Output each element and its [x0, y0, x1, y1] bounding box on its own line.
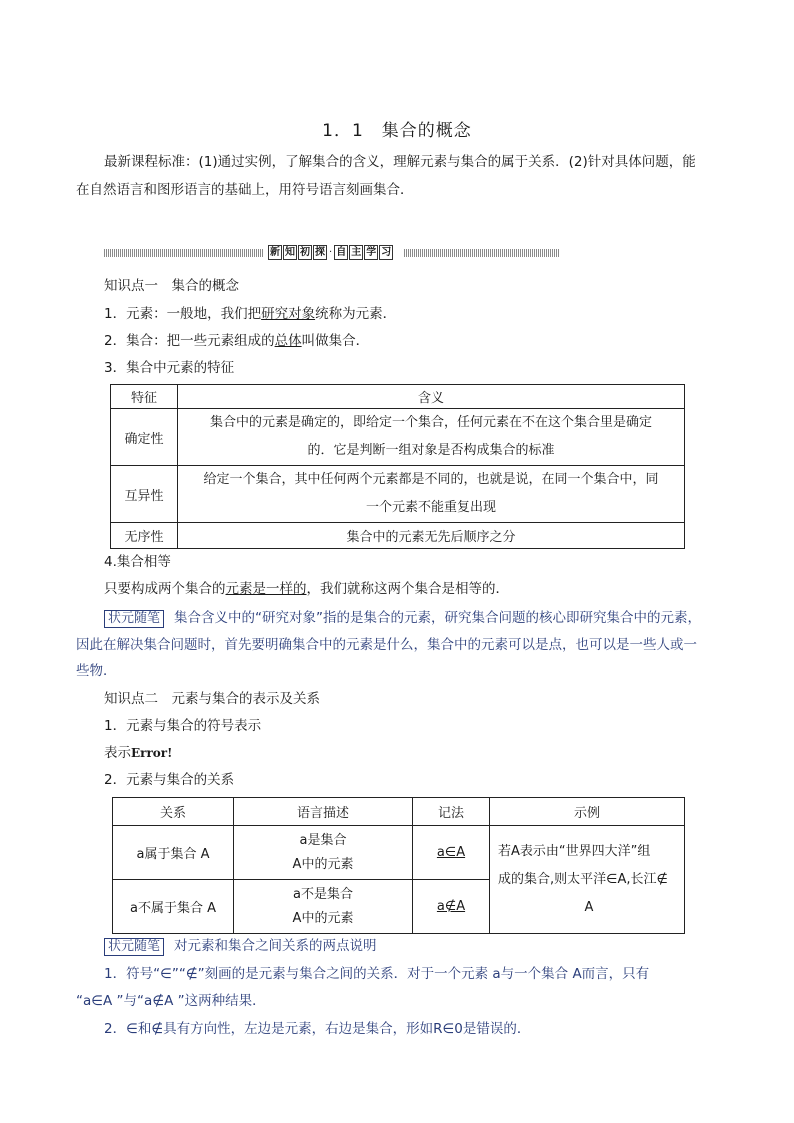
- table-row: [113, 826, 685, 880]
- table-header: 关系: [113, 798, 234, 826]
- table-row: [111, 523, 685, 549]
- relation-symbol: a∉A: [436, 899, 466, 914]
- feature-desc: 集合中的元素是确定的，即给定一个集合，任何元素在不在这个集合里是确定: [209, 415, 652, 430]
- table-header: 特征: [111, 385, 178, 409]
- feature-table: [110, 384, 685, 549]
- k2-item1: 1．元素与集合的符号表示: [104, 718, 262, 734]
- note-tag: 状元随笔: [104, 938, 164, 956]
- relation-desc: A中的元素: [292, 856, 354, 872]
- banner-char: 自: [336, 246, 347, 258]
- k1-item4: 4.集合相等: [104, 554, 171, 570]
- k2-item2: 2．元素与集合的关系: [104, 772, 235, 788]
- standard-line-1: 最新课程标准：(1)通过实例，了解集合的含义，理解元素与集合的属于关系．(2)针对具体问题，能: [104, 154, 696, 170]
- k2-note-1-line-1: 1．符号“∈”“∉”刻画的是元素与集合之间的关系．对于一个元素 a与一个集合 A而言，只有: [104, 966, 650, 982]
- k2-note-heading: 状元随笔 对元素和集合之间关系的两点说明: [104, 932, 377, 960]
- banner-char: 新: [270, 246, 280, 258]
- feature-name: 互异性: [111, 466, 178, 523]
- feature-name: 无序性: [111, 523, 178, 549]
- table-header: 记法: [413, 798, 490, 826]
- k2-note-1-line-2: “a∈A ”与“a∉A ”这两种结果．: [76, 993, 266, 1009]
- banner-hatch-left: [104, 249, 264, 257]
- page-title: 1．1 集合的概念: [322, 121, 472, 141]
- relation-desc: a不是集合: [293, 886, 353, 902]
- banner-label: [268, 244, 393, 260]
- k1-item1: 1．元素：一般地，我们把研究对象统称为元素．: [104, 306, 397, 322]
- k2-note-2: 2．∈和∉具有方向性，左边是元素，右边是集合，形如R∈0是错误的．: [104, 1021, 531, 1037]
- k1-item3: 3．集合中元素的特征: [104, 360, 235, 376]
- example-text: 成的集合,则太平洋∈A,长江∉: [498, 871, 668, 887]
- k1-note-line-2: 因此在解决集合问题时，首先要明确集合中的元素是什么，集合中的元素可以是点，也可以是一些人或一: [76, 637, 697, 653]
- banner-char: 知: [285, 246, 295, 258]
- table-header: 示例: [490, 798, 685, 826]
- k1-item4-text: 只要构成两个集合的元素是一样的，我们就称这两个集合是相等的．: [104, 581, 509, 597]
- k1-item2: 2．集合：把一些元素组成的总体叫做集合．: [104, 333, 370, 349]
- feature-desc: 一个元素不能重复出现: [365, 500, 496, 515]
- banner-char: 习: [381, 246, 392, 258]
- k2-repr: 表示Error!: [104, 745, 173, 761]
- relation-name: a不属于集合 A: [113, 880, 234, 934]
- k2-heading: 知识点二 元素与集合的表示及关系: [104, 691, 320, 707]
- k1-note-line-3: 些物．: [76, 663, 117, 679]
- banner-char: 探: [315, 246, 325, 258]
- feature-desc: 集合中的元素无先后顺序之分: [178, 523, 685, 549]
- note-tag: 状元随笔: [104, 610, 164, 628]
- standard-line-2: 在自然语言和图形语言的基础上，用符号语言刻画集合．: [76, 182, 414, 198]
- banner-char: 学: [366, 246, 377, 258]
- table-row: [111, 466, 685, 523]
- banner-dot: ·: [329, 246, 333, 258]
- banner-char: 主: [351, 246, 362, 258]
- feature-desc: 给定一个集合，其中任何两个元素都是不同的，也就是说，在同一个集合中，同: [203, 472, 659, 487]
- relation-desc: a是集合: [299, 832, 347, 848]
- k1-note-line-1: 状元随笔 集合含义中的“研究对象”指的是集合的元素，研究集合问题的核心即研究集合中的元素，: [104, 604, 701, 632]
- table-header: 含义: [178, 385, 685, 409]
- relation-desc: A中的元素: [292, 910, 354, 926]
- example-text: 若A表示由“世界四大洋”组: [498, 843, 651, 859]
- section-banner: [104, 244, 560, 262]
- example-text: A: [584, 899, 594, 915]
- banner-hatch-right: [404, 249, 560, 257]
- feature-desc: 的．它是判断一组对象是否构成集合的标准: [307, 443, 555, 458]
- table-row: [111, 409, 685, 466]
- table-header: 语言描述: [234, 798, 413, 826]
- banner-char: 初: [300, 246, 310, 258]
- relation-table: [112, 797, 685, 934]
- feature-name: 确定性: [111, 409, 178, 466]
- k1-heading: 知识点一 集合的概念: [104, 278, 239, 294]
- relation-name: a属于集合 A: [113, 826, 234, 880]
- relation-symbol: a∈A: [436, 845, 466, 860]
